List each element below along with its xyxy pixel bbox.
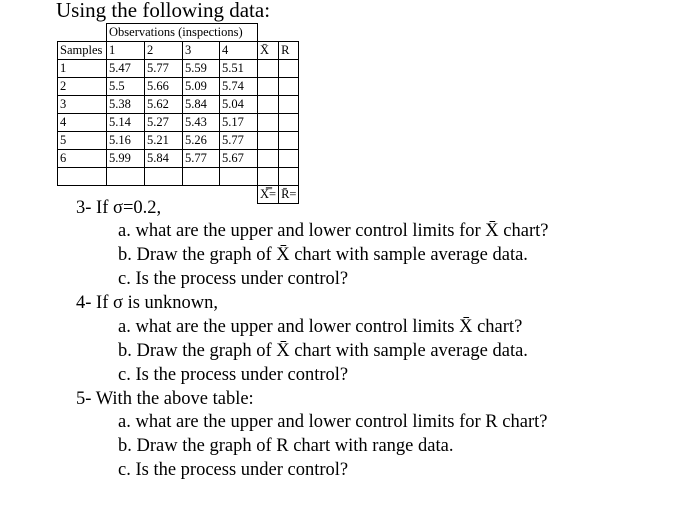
obs-cell: 5.04: [220, 96, 258, 114]
question-3b: b. Draw the graph of X̄ chart with sample average data.: [118, 245, 528, 265]
blank-cell: [258, 24, 279, 42]
blank-cell: [183, 168, 220, 186]
obs-cell: 5.5: [107, 78, 145, 96]
col-header-4: 4: [220, 42, 258, 60]
sample-id: 2: [58, 78, 107, 96]
obs-cell: 5.43: [183, 114, 220, 132]
heading: Using the following data:: [56, 0, 271, 22]
table-row: [58, 150, 299, 168]
col-header-r: R: [279, 42, 299, 60]
sample-id: 1: [58, 60, 107, 78]
r-cell: [279, 150, 299, 168]
blank-cell: [58, 24, 107, 42]
table-row: [58, 168, 299, 186]
obs-cell: 5.74: [220, 78, 258, 96]
col-header-xbar: X̄: [258, 42, 279, 60]
obs-cell: 5.47: [107, 60, 145, 78]
obs-cell: 5.66: [145, 78, 183, 96]
table-row: [58, 132, 299, 150]
blank-cell: [220, 186, 258, 204]
obs-cell: 5.77: [220, 132, 258, 150]
obs-cell: 5.17: [220, 114, 258, 132]
sample-id: 5: [58, 132, 107, 150]
blank-cell: [279, 168, 299, 186]
obs-cell: 5.59: [183, 60, 220, 78]
sample-id: 3: [58, 96, 107, 114]
obs-cell: 5.99: [107, 150, 145, 168]
obs-cell: 5.62: [145, 96, 183, 114]
obs-cell: 5.09: [183, 78, 220, 96]
group-header: Observations (inspections): [107, 24, 258, 42]
obs-cell: 5.77: [145, 60, 183, 78]
col-header-1: 1: [107, 42, 145, 60]
obs-cell: 5.84: [145, 150, 183, 168]
table-row: [58, 60, 299, 78]
question-5-title: 5- With the above table:: [76, 389, 254, 409]
question-4b: b. Draw the graph of X̄ chart with sample average data.: [118, 341, 528, 361]
xbar-cell: [258, 150, 279, 168]
blank-cell: [258, 168, 279, 186]
obs-cell: 5.27: [145, 114, 183, 132]
group-header-row: [58, 24, 299, 42]
data-table: [57, 23, 299, 204]
r-cell: [279, 96, 299, 114]
blank-cell: [107, 168, 145, 186]
col-header-samples: Samples: [58, 42, 107, 60]
obs-cell: 5.38: [107, 96, 145, 114]
mean-range-cell: R̄=: [279, 186, 299, 204]
r-cell: [279, 60, 299, 78]
table-row: [58, 114, 299, 132]
obs-cell: 5.14: [107, 114, 145, 132]
blank-cell: [220, 168, 258, 186]
obs-cell: 5.51: [220, 60, 258, 78]
xbar-cell: [258, 60, 279, 78]
blank-cell: [183, 186, 220, 204]
question-3a: a. what are the upper and lower control limits for X̄ chart?: [118, 221, 549, 241]
blank-cell: [58, 168, 107, 186]
table-row: [58, 96, 299, 114]
obs-cell: 5.77: [183, 150, 220, 168]
question-3-title: 3- If σ=0.2,: [76, 198, 162, 218]
obs-cell: 5.21: [145, 132, 183, 150]
obs-cell: 5.16: [107, 132, 145, 150]
xbar-cell: [258, 114, 279, 132]
r-cell: [279, 78, 299, 96]
grand-mean-cell: X̿=: [258, 186, 279, 204]
blank-cell: [145, 168, 183, 186]
xbar-cell: [258, 132, 279, 150]
obs-cell: 5.67: [220, 150, 258, 168]
xbar-cell: [258, 78, 279, 96]
question-5a: a. what are the upper and lower control limits for R chart?: [118, 412, 548, 432]
r-cell: [279, 132, 299, 150]
question-4c: c. Is the process under control?: [118, 365, 349, 385]
sample-id: 6: [58, 150, 107, 168]
question-4a: a. what are the upper and lower control limits X̄ chart?: [118, 317, 523, 337]
question-5c: c. Is the process under control?: [118, 460, 349, 480]
xbar-cell: [258, 96, 279, 114]
blank-cell: [279, 24, 299, 42]
table-row: [58, 78, 299, 96]
col-header-3: 3: [183, 42, 220, 60]
sample-id: 4: [58, 114, 107, 132]
column-header-row: [58, 42, 299, 60]
question-5b: b. Draw the graph of R chart with range data.: [118, 436, 454, 456]
question-3c: c. Is the process under control?: [118, 269, 349, 289]
obs-cell: 5.26: [183, 132, 220, 150]
r-cell: [279, 114, 299, 132]
question-4-title: 4- If σ is unknown,: [76, 293, 219, 313]
obs-cell: 5.84: [183, 96, 220, 114]
col-header-2: 2: [145, 42, 183, 60]
